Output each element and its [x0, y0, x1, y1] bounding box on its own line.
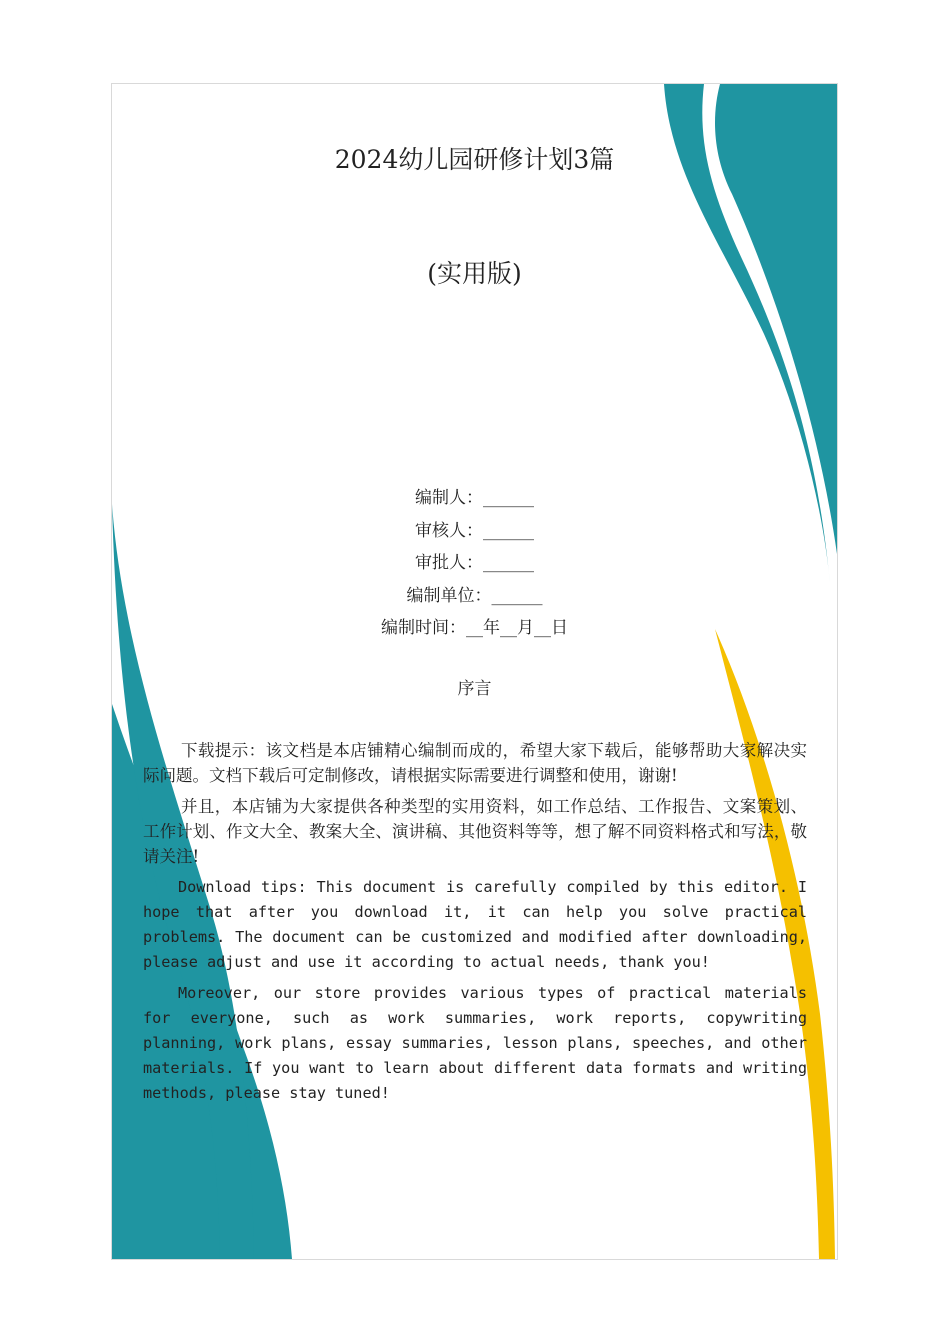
meta-editor: 编制人：______ [415, 488, 534, 508]
meta-approver: 审批人：______ [415, 553, 534, 573]
meta-time: 编制时间：__年__月__日 [381, 618, 568, 638]
meta-unit: 编制单位：______ [406, 585, 543, 606]
paragraph-en-2: Moreover, our store provides various types of practical materials for everyone, such as work summaries, work reports, copywriting planning, work plans, essay summaries, lesson plans, speeches, and other materials. If you want to learn about different data formats and writing methods, please stay tuned! [143, 984, 807, 1102]
paragraph-cn-2: 并且，本店铺为大家提供各种类型的实用资料，如工作总结、工作报告、文案策划、工作计划、作文大全、教案大全、演讲稿、其他资料等等，想了解不同资料格式和写法，敬请关注! [143, 797, 807, 866]
document-body [143, 738, 807, 1112]
paragraph-en-1: Download tips: This document is carefully compiled by this editor. I hope that after you download it, it can help you solve practical problems. The document can be customized and modified after downloading, please adjust and use it according to actual needs, thank you! [143, 878, 807, 971]
preface-title: 序言 [457, 679, 492, 699]
paragraph-cn-1: 下载提示：该文档是本店铺精心编制而成的，希望大家下载后，能够帮助大家解决实际问题。文档下载后可定制修改，请根据实际需要进行调整和使用，谢谢! [143, 741, 807, 785]
document-title: 2024幼儿园研修计划3篇 [334, 145, 615, 174]
document-subtitle: (实用版) [427, 259, 522, 288]
meta-reviewer: 审核人：______ [415, 520, 534, 541]
document-page [111, 83, 838, 1260]
document-meta [112, 482, 837, 645]
document-content [112, 84, 837, 1259]
